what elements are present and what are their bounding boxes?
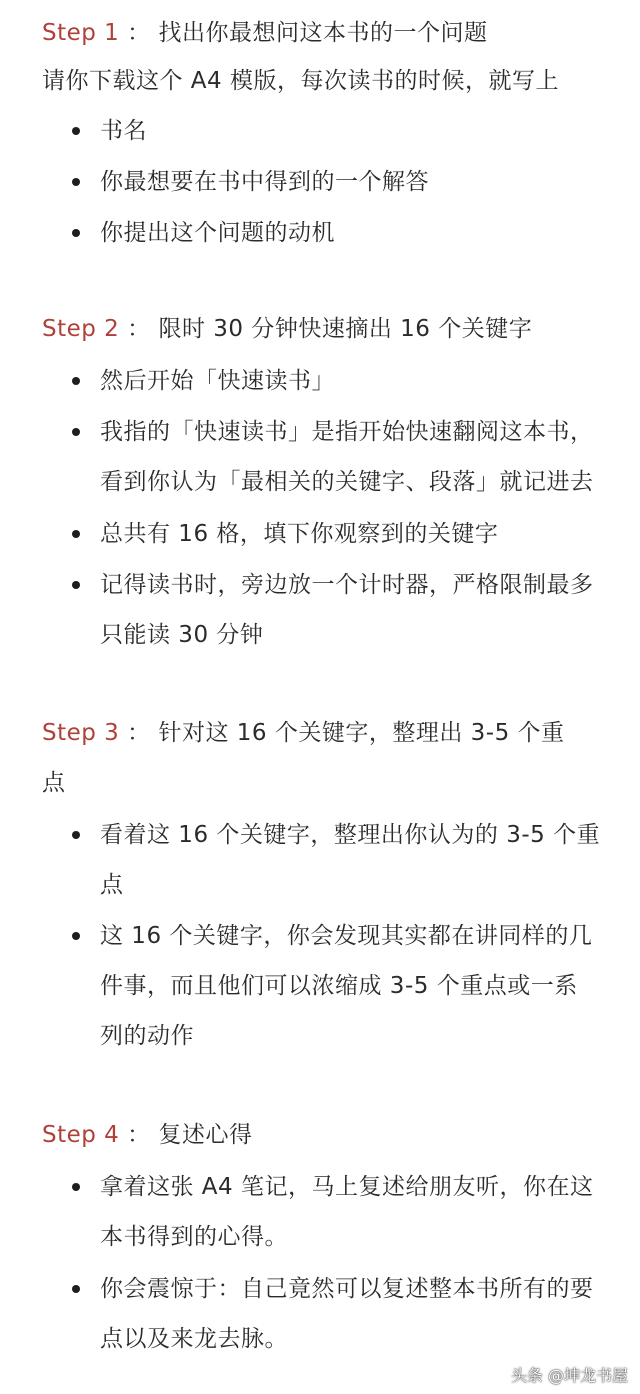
step3-bullet-1-line-2: 点 — [100, 872, 124, 898]
step4-bullet-2-line-1: 你会震惊于：自己竟然可以复述整本书所有的要 — [100, 1276, 594, 1302]
step1-bullet-2: 你最想要在书中得到的一个解答 — [100, 169, 429, 195]
step3-title: 针对这 16 个关键字，整理出 3-5 个重 — [158, 720, 565, 746]
step3-heading — [42, 718, 565, 748]
bullet-dot — [72, 530, 80, 538]
step2-bullet-1-line-1: 然后开始「快速读书」 — [100, 368, 335, 394]
step3-bullet-2-line-2: 件事，而且他们可以浓缩成 3-5 个重点或一系 — [100, 973, 578, 999]
step1-bullet-1: 书名 — [100, 118, 147, 144]
step2-bullet-2-line-1: 我指的「快速读书」是指开始快速翻阅这本书， — [100, 419, 594, 445]
step2-label: Step 2 — [42, 316, 120, 342]
step2-bullet-4-line-2: 只能读 30 分钟 — [100, 622, 264, 648]
step3-title-continued: 点 — [42, 770, 66, 796]
bullet-dot — [72, 377, 80, 385]
bullet-dot — [72, 428, 80, 436]
step4-title: 复述心得 — [158, 1122, 253, 1148]
step4-bullet-1-line-2: 本书得到的心得。 — [100, 1224, 288, 1250]
step3-bullet-2-line-1: 这 16 个关键字，你会发现其实都在讲同样的几 — [100, 923, 593, 949]
step2-bullet-3-line-1: 总共有 16 格，填下你观察到的关键字 — [100, 521, 499, 547]
bullet-dot — [72, 229, 80, 237]
bullet-dot — [72, 1285, 80, 1293]
step3-label: Step 3 — [42, 720, 120, 746]
step2-bullet-4-line-1: 记得读书时，旁边放一个计时器，严格限制最多 — [100, 572, 594, 598]
step4-bullet-1-line-1: 拿着这张 A4 笔记，马上复述给朋友听，你在这 — [100, 1174, 594, 1200]
step3-bullet-1-line-1: 看着这 16 个关键字，整理出你认为的 3-5 个重 — [100, 822, 601, 848]
step1-separator: ： — [127, 20, 151, 46]
step4-heading — [42, 1120, 252, 1150]
step1-title: 找出你最想问这本书的一个问题 — [158, 20, 488, 46]
step3-separator: ： — [127, 720, 151, 746]
bullet-dot — [72, 831, 80, 839]
step4-bullet-2-line-2: 点以及来龙去脉。 — [100, 1326, 288, 1352]
step4-separator: ： — [127, 1122, 151, 1148]
step2-bullet-2-line-2: 看到你认为「最相关的关键字、段落」就记进去 — [100, 469, 594, 495]
step4-label: Step 4 — [42, 1122, 120, 1148]
step2-heading — [42, 314, 532, 344]
step1-intro: 请你下载这个 A4 模版，每次读书的时候，就写上 — [42, 68, 559, 94]
step1-bullet-3: 你提出这个问题的动机 — [100, 220, 335, 246]
bullet-dot — [72, 1183, 80, 1191]
step2-title: 限时 30 分钟快速摘出 16 个关键字 — [158, 316, 533, 342]
step1-heading — [42, 18, 487, 48]
bullet-dot — [72, 581, 80, 589]
step2-separator: ： — [127, 316, 151, 342]
watermark: 头条 @坤龙书屋 — [510, 1366, 628, 1385]
bullet-dot — [72, 932, 80, 940]
step3-bullet-2-line-3: 列的动作 — [100, 1023, 194, 1049]
bullet-dot — [72, 127, 80, 135]
step1-label: Step 1 — [42, 20, 120, 46]
bullet-dot — [72, 178, 80, 186]
